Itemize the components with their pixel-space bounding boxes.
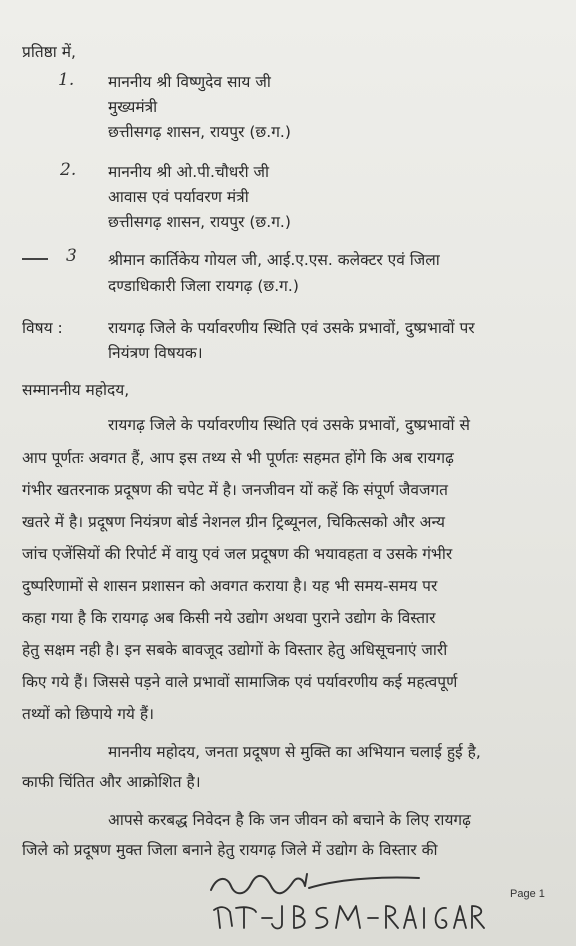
para1-line: रायगढ़ जिले के पर्यावरणीय स्थिति एवं उसके प्रभावों, दुष्प्रभावों से	[108, 416, 470, 434]
recipient-3-line-2: दण्डाधिकारी जिला रायगढ़ (छ.ग.)	[108, 277, 299, 295]
para1-line: किए गये हैं। जिससे पड़ने वाले प्रभावों सामाजिक एवं पर्यावरणीय कई महत्वपूर्ण	[22, 673, 458, 691]
recipient-1-line-3: छत्तीसगढ़ शासन, रायपुर (छ.ग.)	[108, 123, 291, 141]
greeting: सम्माननीय महोदय,	[22, 381, 130, 399]
para1-line: दुष्परिणामों से शासन प्रशासन को अवगत कराया है। यह भी समय-समय पर	[22, 577, 438, 595]
handwritten-signature	[205, 868, 425, 902]
recipient-3-line-1: श्रीमान कार्तिकेय गोयल जी, आई.ए.एस. कलेक्टर एवं जिला	[108, 251, 440, 269]
recipient-2-line-1: माननीय श्री ओ.पी.चौधरी जी	[108, 163, 270, 181]
recipient-2-line-2: आवास एवं पर्यावरण मंत्री	[108, 188, 249, 206]
para3-line: आपसे करबद्ध निवेदन है कि जन जीवन को बचाने के लिए रायगढ़	[108, 811, 471, 829]
recipient-1-line-1: माननीय श्री विष्णुदेव साय जी	[108, 73, 271, 91]
para1-line: कहा गया है कि रायगढ़ अब किसी नये उद्योग अथवा पुराने उद्योग के विस्तार	[22, 609, 436, 627]
recipient-1-number: 1.	[58, 70, 75, 90]
recipient-2-line-3: छत्तीसगढ़ शासन, रायपुर (छ.ग.)	[108, 213, 291, 231]
subject-line-2: नियंत्रण विषयक।	[108, 344, 203, 362]
recipient-3-number: 3	[66, 246, 77, 266]
para2-line: माननीय महोदय, जनता प्रदूषण से मुक्ति का अभियान चलाई हुई है,	[108, 743, 481, 761]
strikethrough-mark	[22, 258, 48, 260]
para1-line: खतरे में है। प्रदूषण नियंत्रण बोर्ड नेशनल ग्रीन ट्रिब्यूनल, चिकित्सको और अन्य	[22, 513, 446, 531]
recipient-1-line-2: मुख्यमंत्री	[108, 98, 158, 116]
recipient-2-number: 2.	[60, 160, 77, 180]
para1-line: गंभीर खतरनाक प्रदूषण की चपेट में है। जनजीवन यों कहें कि संपूर्ण जैवजगत	[22, 481, 449, 499]
para1-line: तथ्यों को छिपाये गये हैं।	[22, 705, 154, 723]
page-number: Page 1	[510, 888, 545, 900]
para1-line: जांच एजेंसियों की रिपोर्ट में वायु एवं जल प्रदूषण की भयावहता व उसके गंभीर	[22, 545, 453, 563]
salutation-to: प्रतिष्ठा में,	[22, 43, 76, 61]
para1-line: हेतु सक्षम नही है। इन सबके बावजूद उद्योगों के विस्तार हेतु अधिसूचनाएं जारी	[22, 641, 448, 659]
para3-line: जिले को प्रदूषण मुक्त जिला बनाने हेतु रायगढ़ जिले में उद्योग के विस्तार की	[22, 841, 438, 859]
subject-label: विषय :	[22, 319, 63, 337]
subject-line-1: रायगढ़ जिले के पर्यावरणीय स्थिति एवं उसके प्रभावों, दुष्प्रभावों पर	[108, 319, 475, 337]
para1-line: आप पूर्णतः अवगत हैं, आप इस तथ्य से भी पूर्णतः सहमत होंगे कि अब रायगढ़	[22, 449, 454, 467]
handwritten-designation	[210, 900, 490, 936]
para2-line: काफी चिंतित और आक्रोशित है।	[22, 773, 201, 791]
